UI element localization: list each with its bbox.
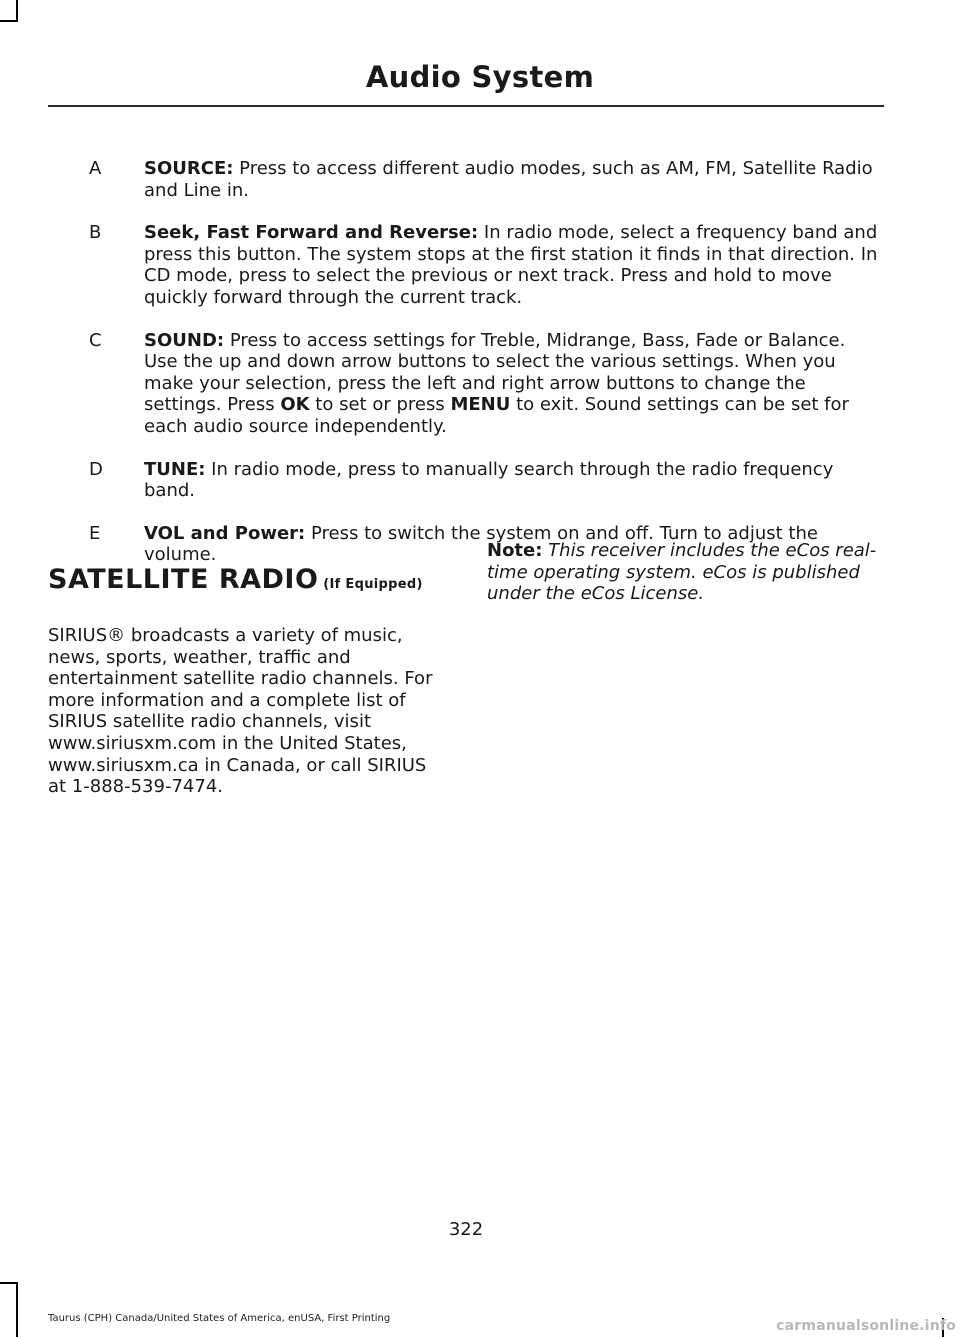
list-item (88, 459, 880, 502)
item-description (144, 222, 880, 308)
item-text: to exit. Sound settings can be set for each audio source independently. (144, 394, 849, 437)
header-divider (48, 105, 884, 107)
list-item (88, 158, 880, 201)
item-description (144, 330, 880, 438)
item-letter: C (89, 329, 102, 351)
satellite-radio-section (48, 560, 450, 798)
ok-keyword: OK (280, 394, 310, 416)
footer-text: Taurus (CPH) Canada/United States of America, enUSA, First Printing (48, 1313, 391, 1324)
item-text: to set or press (309, 394, 451, 416)
item-text: In radio mode, press to manually search through the radio frequency band. (144, 458, 834, 502)
item-label: TUNE: (144, 458, 206, 480)
control-list (88, 158, 880, 587)
section-heading (48, 560, 450, 605)
page-title: Audio System (365, 60, 595, 94)
item-text: Press to access different audio modes, such as AM, FM, Satellite Radio and Line in. (144, 158, 873, 201)
item-text: Press to switch the system on and off. Turn to adjust the volume. (144, 522, 818, 566)
menu-keyword: MENU (450, 394, 511, 416)
list-item (88, 330, 880, 438)
item-description (144, 459, 880, 502)
crop-mark (0, 20, 18, 22)
item-letter: E (89, 522, 101, 544)
note-label: Note: (487, 540, 543, 561)
item-label: Seek, Fast Forward and Reverse: (144, 222, 479, 244)
item-label: SOUND: (144, 329, 225, 351)
item-label: SOURCE: (144, 158, 234, 179)
note-text: This receiver includes the eCos real-time operating system. eCos is published under the eCos License. (487, 540, 877, 605)
item-description (144, 158, 880, 201)
watermark: carmanualsonline.info (776, 1318, 956, 1334)
page-number: 322 (448, 1219, 484, 1240)
note-block (487, 540, 887, 605)
item-letter: B (89, 222, 102, 244)
item-text: Press to access settings for Treble, Midrange, Bass, Fade or Balance. Use the up and down arrow buttons to select the various settings. When you make your selection, press the left and right arrow buttons to change the settings. Press (144, 329, 846, 416)
crop-mark (0, 1282, 18, 1284)
crop-mark (16, 0, 18, 22)
section-title: SATELLITE RADIO (48, 564, 319, 595)
crop-mark (16, 1282, 18, 1337)
item-letter: A (89, 158, 102, 179)
section-body: SIRIUS® broadcasts a variety of music, news, sports, weather, traffic and entertainment satellite radio channels. For more information and a complete list of SIRIUS satellite radio channels, visit www.siriusxm.com in the United States, www.siriusxm.ca in Canada, or call SIRIUS at 1-888-539-7474. (48, 625, 433, 798)
item-letter: D (89, 458, 103, 480)
item-text: In radio mode, select a frequency band and press this button. The system stops at the first station it finds in that direction. In CD mode, press to select the previous or next track. Press and hold to move quickly forward through the current track. (144, 222, 878, 308)
item-label: VOL and Power: (144, 522, 306, 544)
section-qualifier: (If Equipped) (318, 577, 423, 592)
list-item (88, 222, 880, 308)
